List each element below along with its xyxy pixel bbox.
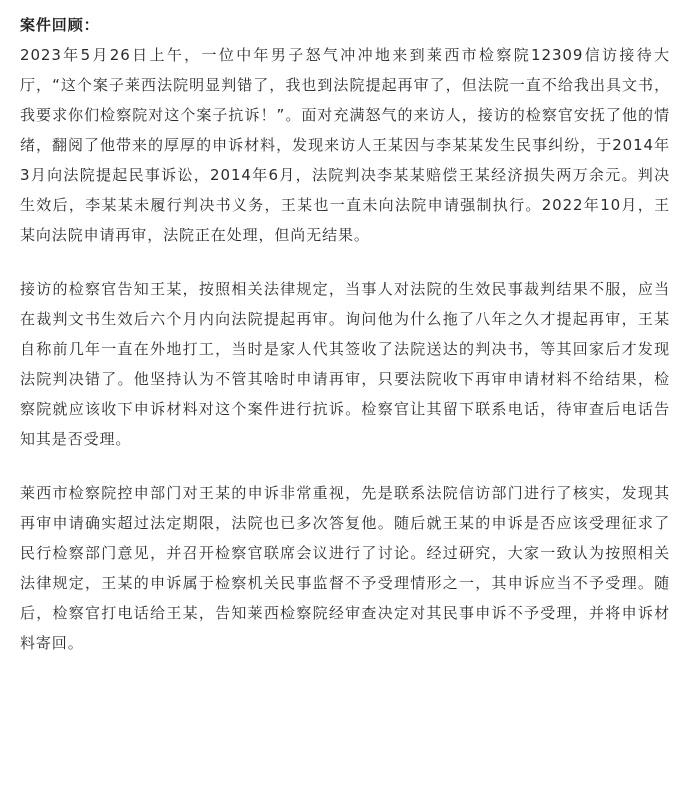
paragraph-decision: 莱西市检察院控申部门对王某的申诉非常重视，先是联系法院信访部门进行了核实，发现其再审申请确实超过法定期限，法院也已多次答复他。随后就王某的申诉是否应该受理征求了民行检察部门意见，并召开检察官联席会议进行了讨论。经过研究，大家一致认为按照相关法律规定，王某的申诉属于检察机关民事监督不予受理情形之一，其申诉应当不予受理。随后，检察官打电话给王某，告知莱西检察院经审查决定对其民事申诉不予受理，并将申诉材料寄回。 — [20, 484, 670, 652]
paragraph-spacer — [20, 250, 670, 274]
paragraph-spacer — [20, 454, 670, 478]
paragraph-case-intro: 2023年5月26日上午，一位中年男子怒气冲冲地来到莱西市检察院12309信访接待大厅，“这个案子莱西法院明显判错了，我也到法院提起再审了，但法院一直不给我出具文书，我要求你们检察院对这个案子抗诉！”。面对充满怒气的来访人，接访的检察官安抚了他的情绪，翻阅了他带来的厚厚的申诉材料，发现来访人王某因与李某某发生民事纠纷，于2014年3月向法院提起民事诉讼，2014年6月，法院判决李某某赔偿王某经济损失两万余元。判决生效后，李某某未履行判决书义务，王某也一直未向法院申请强制执行。2022年10月，王某向法院申请再审，法院正在处理，但尚无结果。 — [20, 46, 670, 244]
article-body — [20, 10, 670, 658]
section-heading: 案件回顾： — [20, 16, 100, 34]
paragraph-prosecutor-explanation: 接访的检察官告知王某，按照相关法律规定，当事人对法院的生效民事裁判结果不服，应当在裁判文书生效后六个月内向法院提起再审。询问他为什么拖了八年之久才提起再审，王某自称前几年一直在外地打工，当时是家人代其签收了法院送达的判决书，等其回家后才发现法院判决错了。他坚持认为不管其啥时申请再审，只要法院收下再审申请材料不给结果，检察院就应该收下申诉材料对这个案件进行抗诉。检察官让其留下联系电话，待审查后电话告知其是否受理。 — [20, 280, 670, 448]
